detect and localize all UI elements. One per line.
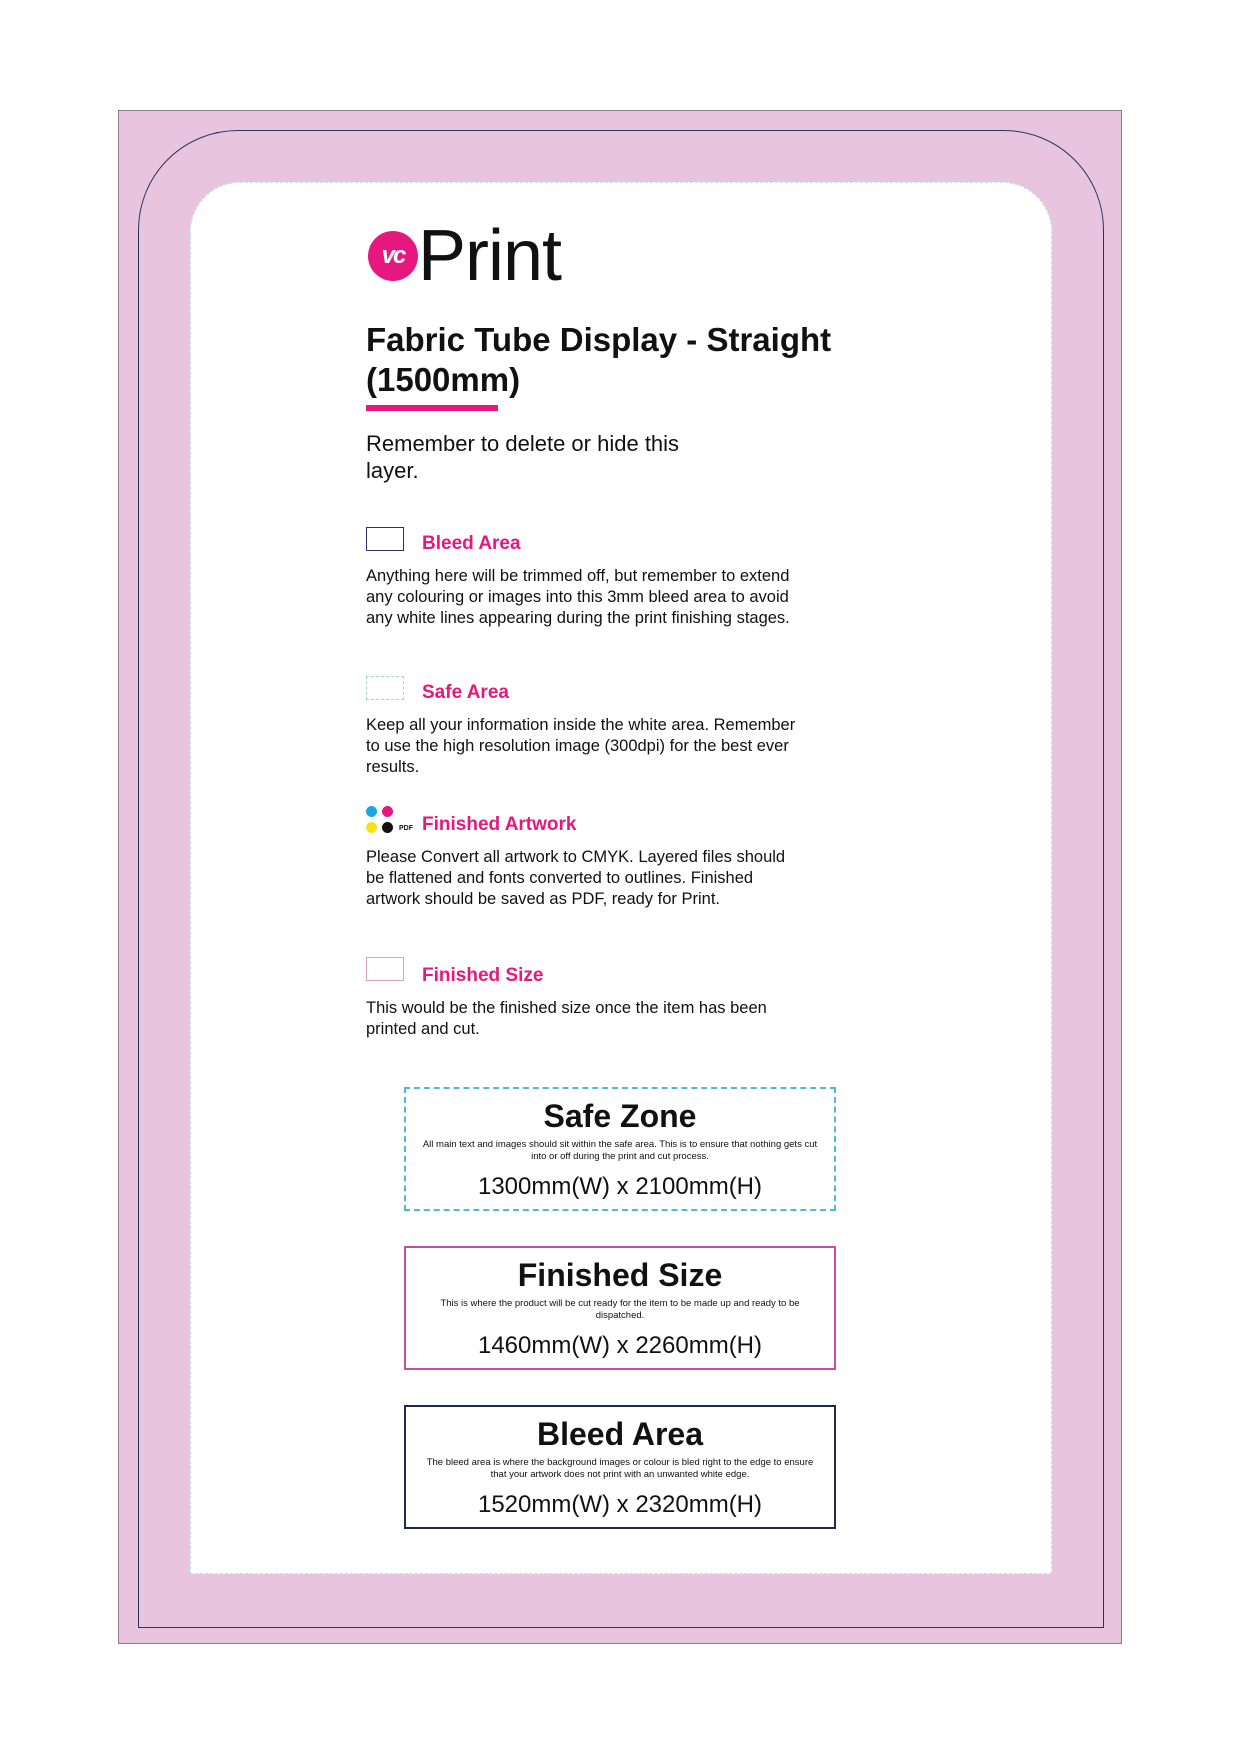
safe-zone-dimensions: 1300mm(W) x 2100mm(H) xyxy=(477,1173,763,1200)
safe-zone-heading: Safe Zone xyxy=(543,1098,697,1134)
safe-zone-box xyxy=(404,1087,836,1211)
legend-bleed-title: Bleed Area xyxy=(422,533,521,554)
finished-size-heading: Finished Size xyxy=(517,1257,723,1293)
black-dot-icon xyxy=(382,822,393,833)
legend-finished-body: This would be the finished size once the item has been printed and cut. xyxy=(366,999,767,1038)
bleed-area-desc: The bleed area is where the background images or colour is bled right to the edge to ensure that your artwork does not print with an unwanted white edge. xyxy=(426,1457,814,1480)
finished-size-box xyxy=(404,1246,836,1370)
legend-bleed-body: Anything here will be trimmed off, but remember to extend any colouring or images into this 3mm bleed area to avoid any white lines appearing during the print finishing stages. xyxy=(366,567,790,627)
legend-safe-title: Safe Area xyxy=(422,682,509,703)
legend-safe-body: Keep all your information inside the white area. Remember to use the high resolution image (300dpi) for the best ever results. xyxy=(366,716,796,776)
safe-swatch-icon xyxy=(366,676,404,700)
reminder-text: Remember to delete or hide this layer. xyxy=(366,431,680,483)
bleed-area-heading: Bleed Area xyxy=(537,1416,703,1452)
bleed-swatch-icon xyxy=(366,527,404,551)
legend-artwork-title: Finished Artwork xyxy=(422,814,577,835)
bleed-area-dimensions: 1520mm(W) x 2320mm(H) xyxy=(477,1491,763,1518)
page-title: Fabric Tube Display - Straight (1500mm) xyxy=(366,321,832,398)
bleed-area-box xyxy=(404,1405,836,1529)
logo-wordmark: Print xyxy=(418,216,562,296)
yellow-dot-icon xyxy=(366,822,377,833)
safe-zone-desc: All main text and images should sit within the safe area. This is to ensure that nothing gets cut into or off during the print and cut process. xyxy=(422,1139,818,1162)
cmyk-pdf-icon xyxy=(366,806,418,834)
legend-finished-title: Finished Size xyxy=(422,965,544,986)
finished-size-dimensions: 1460mm(W) x 2260mm(H) xyxy=(477,1332,763,1359)
finished-size-desc: This is where the product will be cut ready for the item to be made up and ready to be dispatched. xyxy=(440,1298,800,1321)
finished-swatch-icon xyxy=(366,957,404,981)
magenta-dot-icon xyxy=(382,806,393,817)
title-underline xyxy=(366,405,498,411)
vc-logo-mark: vc xyxy=(368,231,418,281)
legend-artwork-body: Please Convert all artwork to CMYK. Layered files should be flattened and fonts converted to outlines. Finished artwork should be saved as PDF, ready for Print. xyxy=(366,848,786,908)
cyan-dot-icon xyxy=(366,806,377,817)
pdf-label: PDF xyxy=(399,825,413,832)
